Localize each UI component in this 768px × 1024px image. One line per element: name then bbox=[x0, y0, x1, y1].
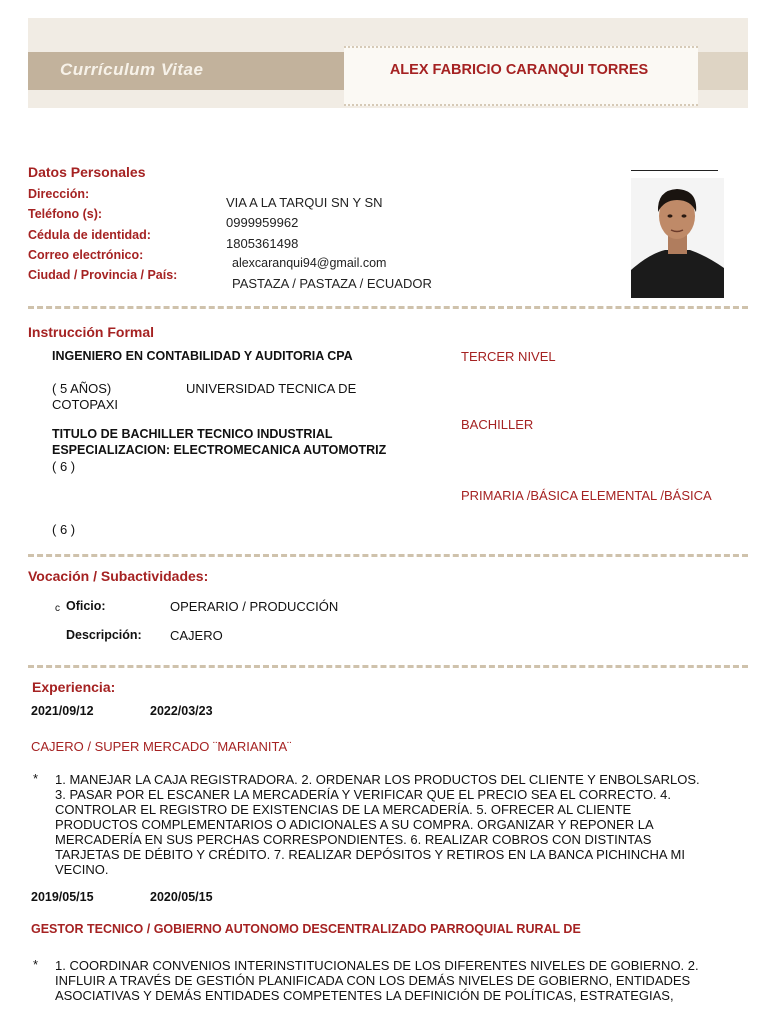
job1-line: 3. PASAR POR EL ESCANER LA MERCADERÍA Y VERIFICAR QUE EL PRECIO SEA EL CORRECTO. 4. bbox=[55, 787, 672, 802]
job2-title: GESTOR TECNICO / GOBIERNO AUTONOMO DESCENTRALIZADO PARROQUIAL RURAL DE bbox=[31, 922, 581, 936]
cv-title: Currículum Vitae bbox=[60, 60, 204, 79]
degree1-title: INGENIERO EN CONTABILIDAD Y AUDITORIA CPA bbox=[52, 349, 353, 363]
job2-line: 1. COORDINAR CONVENIOS INTERINSTITUCIONALES DE LOS DIFERENTES NIVELES DE GOBIERNO. 2. bbox=[55, 958, 699, 973]
job2-end-date: 2020/05/15 bbox=[150, 890, 213, 904]
personal-section-title: Datos Personales bbox=[28, 164, 146, 180]
job2-line: INFLUIR A TRAVÉS DE GESTIÓN PLANIFICADA CON LOS DEMÁS NIVELES DE GOBIERNO, ENTIDADES bbox=[55, 973, 691, 988]
section-divider bbox=[28, 554, 748, 557]
phone-label: Teléfono (s): bbox=[28, 207, 103, 221]
person-icon bbox=[631, 178, 724, 298]
degree1-school: UNIVERSIDAD TECNICA DE bbox=[186, 381, 357, 396]
job2-start-date: 2019/05/15 bbox=[31, 890, 94, 904]
education-section-title: Instrucción Formal bbox=[28, 324, 155, 340]
photo-top-line bbox=[631, 170, 718, 171]
id-label: Cédula de identidad: bbox=[28, 228, 151, 242]
phone-value: 0999959962 bbox=[226, 215, 299, 230]
degree2-years: ( 6 ) bbox=[52, 459, 76, 474]
degree1-school-cont: COTOPAXI bbox=[52, 397, 118, 412]
degree3-years: ( 6 ) bbox=[52, 522, 76, 537]
job1-line: PRODUCTOS COMPLEMENTARIOS O ADICIONALES A SU COMPRA. ORGANIZAR Y REPONER LA bbox=[55, 817, 654, 832]
job2-bullet: * bbox=[33, 957, 39, 972]
job1-end-date: 2022/03/23 bbox=[150, 704, 213, 718]
oficio-value: OPERARIO / PRODUCCIÓN bbox=[170, 599, 339, 614]
experience-section-title: Experiencia: bbox=[32, 679, 116, 695]
job1-title: CAJERO / SUPER MERCADO ¨MARIANITA¨ bbox=[31, 739, 292, 754]
job1-line: VECINO. bbox=[55, 862, 109, 877]
degree1-level: TERCER NIVEL bbox=[461, 349, 556, 364]
section-divider bbox=[28, 306, 748, 309]
bullet-marker: c bbox=[55, 603, 60, 614]
job1-line: TARJETAS DE DÉBITO Y CRÉDITO. 7. REALIZAR DEPÓSITOS Y RETIROS EN LA BANCA PICHINCHA MI bbox=[55, 847, 685, 862]
degree1-years: ( 5 AÑOS) bbox=[52, 381, 112, 396]
job1-description bbox=[55, 772, 745, 877]
profile-photo bbox=[631, 178, 724, 298]
degree2-title: TITULO DE BACHILLER TECNICO INDUSTRIAL bbox=[52, 427, 333, 441]
job1-line: 1. MANEJAR LA CAJA REGISTRADORA. 2. ORDENAR LOS PRODUCTOS DEL CLIENTE Y ENBOLSARLOS. bbox=[55, 772, 700, 787]
degree2-level: BACHILLER bbox=[461, 417, 534, 432]
degree3-level: PRIMARIA /BÁSICA ELEMENTAL /BÁSICA bbox=[461, 488, 712, 503]
id-value: 1805361498 bbox=[226, 236, 299, 251]
job1-start-date: 2021/09/12 bbox=[31, 704, 94, 718]
job1-bullet: * bbox=[33, 771, 39, 786]
job2-line: ASOCIATIVAS Y DEMÁS ENTIDADES COMPETENTES LA DEFINICIÓN DE POLÍTICAS, ESTRATEGIAS, bbox=[55, 988, 674, 1003]
job1-line: MERCADERÍA EN SUS PERCHAS CORRESPONDIENTES. 6. REALIZAR COBROS CON DISTINTAS bbox=[55, 832, 652, 847]
oficio-label: Oficio: bbox=[66, 599, 106, 613]
vocation-section-title: Vocación / Subactividades: bbox=[28, 568, 209, 584]
email-value: alexcaranqui94@gmail.com bbox=[232, 256, 387, 270]
degree2-title-cont: ESPECIALIZACION: ELECTROMECANICA AUTOMOTRIZ bbox=[52, 443, 387, 457]
description-label: Descripción: bbox=[66, 628, 142, 642]
job2-description bbox=[55, 958, 745, 1003]
job1-line: CONTROLAR EL REGISTRO DE EXISTENCIAS DE LA MERCADERÍA. 5. OFRECER AL CLIENTE bbox=[55, 802, 632, 817]
location-label: Ciudad / Provincia / País: bbox=[28, 268, 178, 282]
candidate-name: ALEX FABRICIO CARANQUI TORRES bbox=[389, 62, 649, 78]
address-label: Dirección: bbox=[28, 187, 90, 201]
section-divider bbox=[28, 665, 748, 668]
address-value: VIA A LA TARQUI SN Y SN bbox=[226, 195, 383, 210]
description-value: CAJERO bbox=[170, 628, 223, 643]
location-value: PASTAZA / PASTAZA / ECUADOR bbox=[232, 276, 432, 291]
email-label: Correo electrónico: bbox=[28, 248, 144, 262]
